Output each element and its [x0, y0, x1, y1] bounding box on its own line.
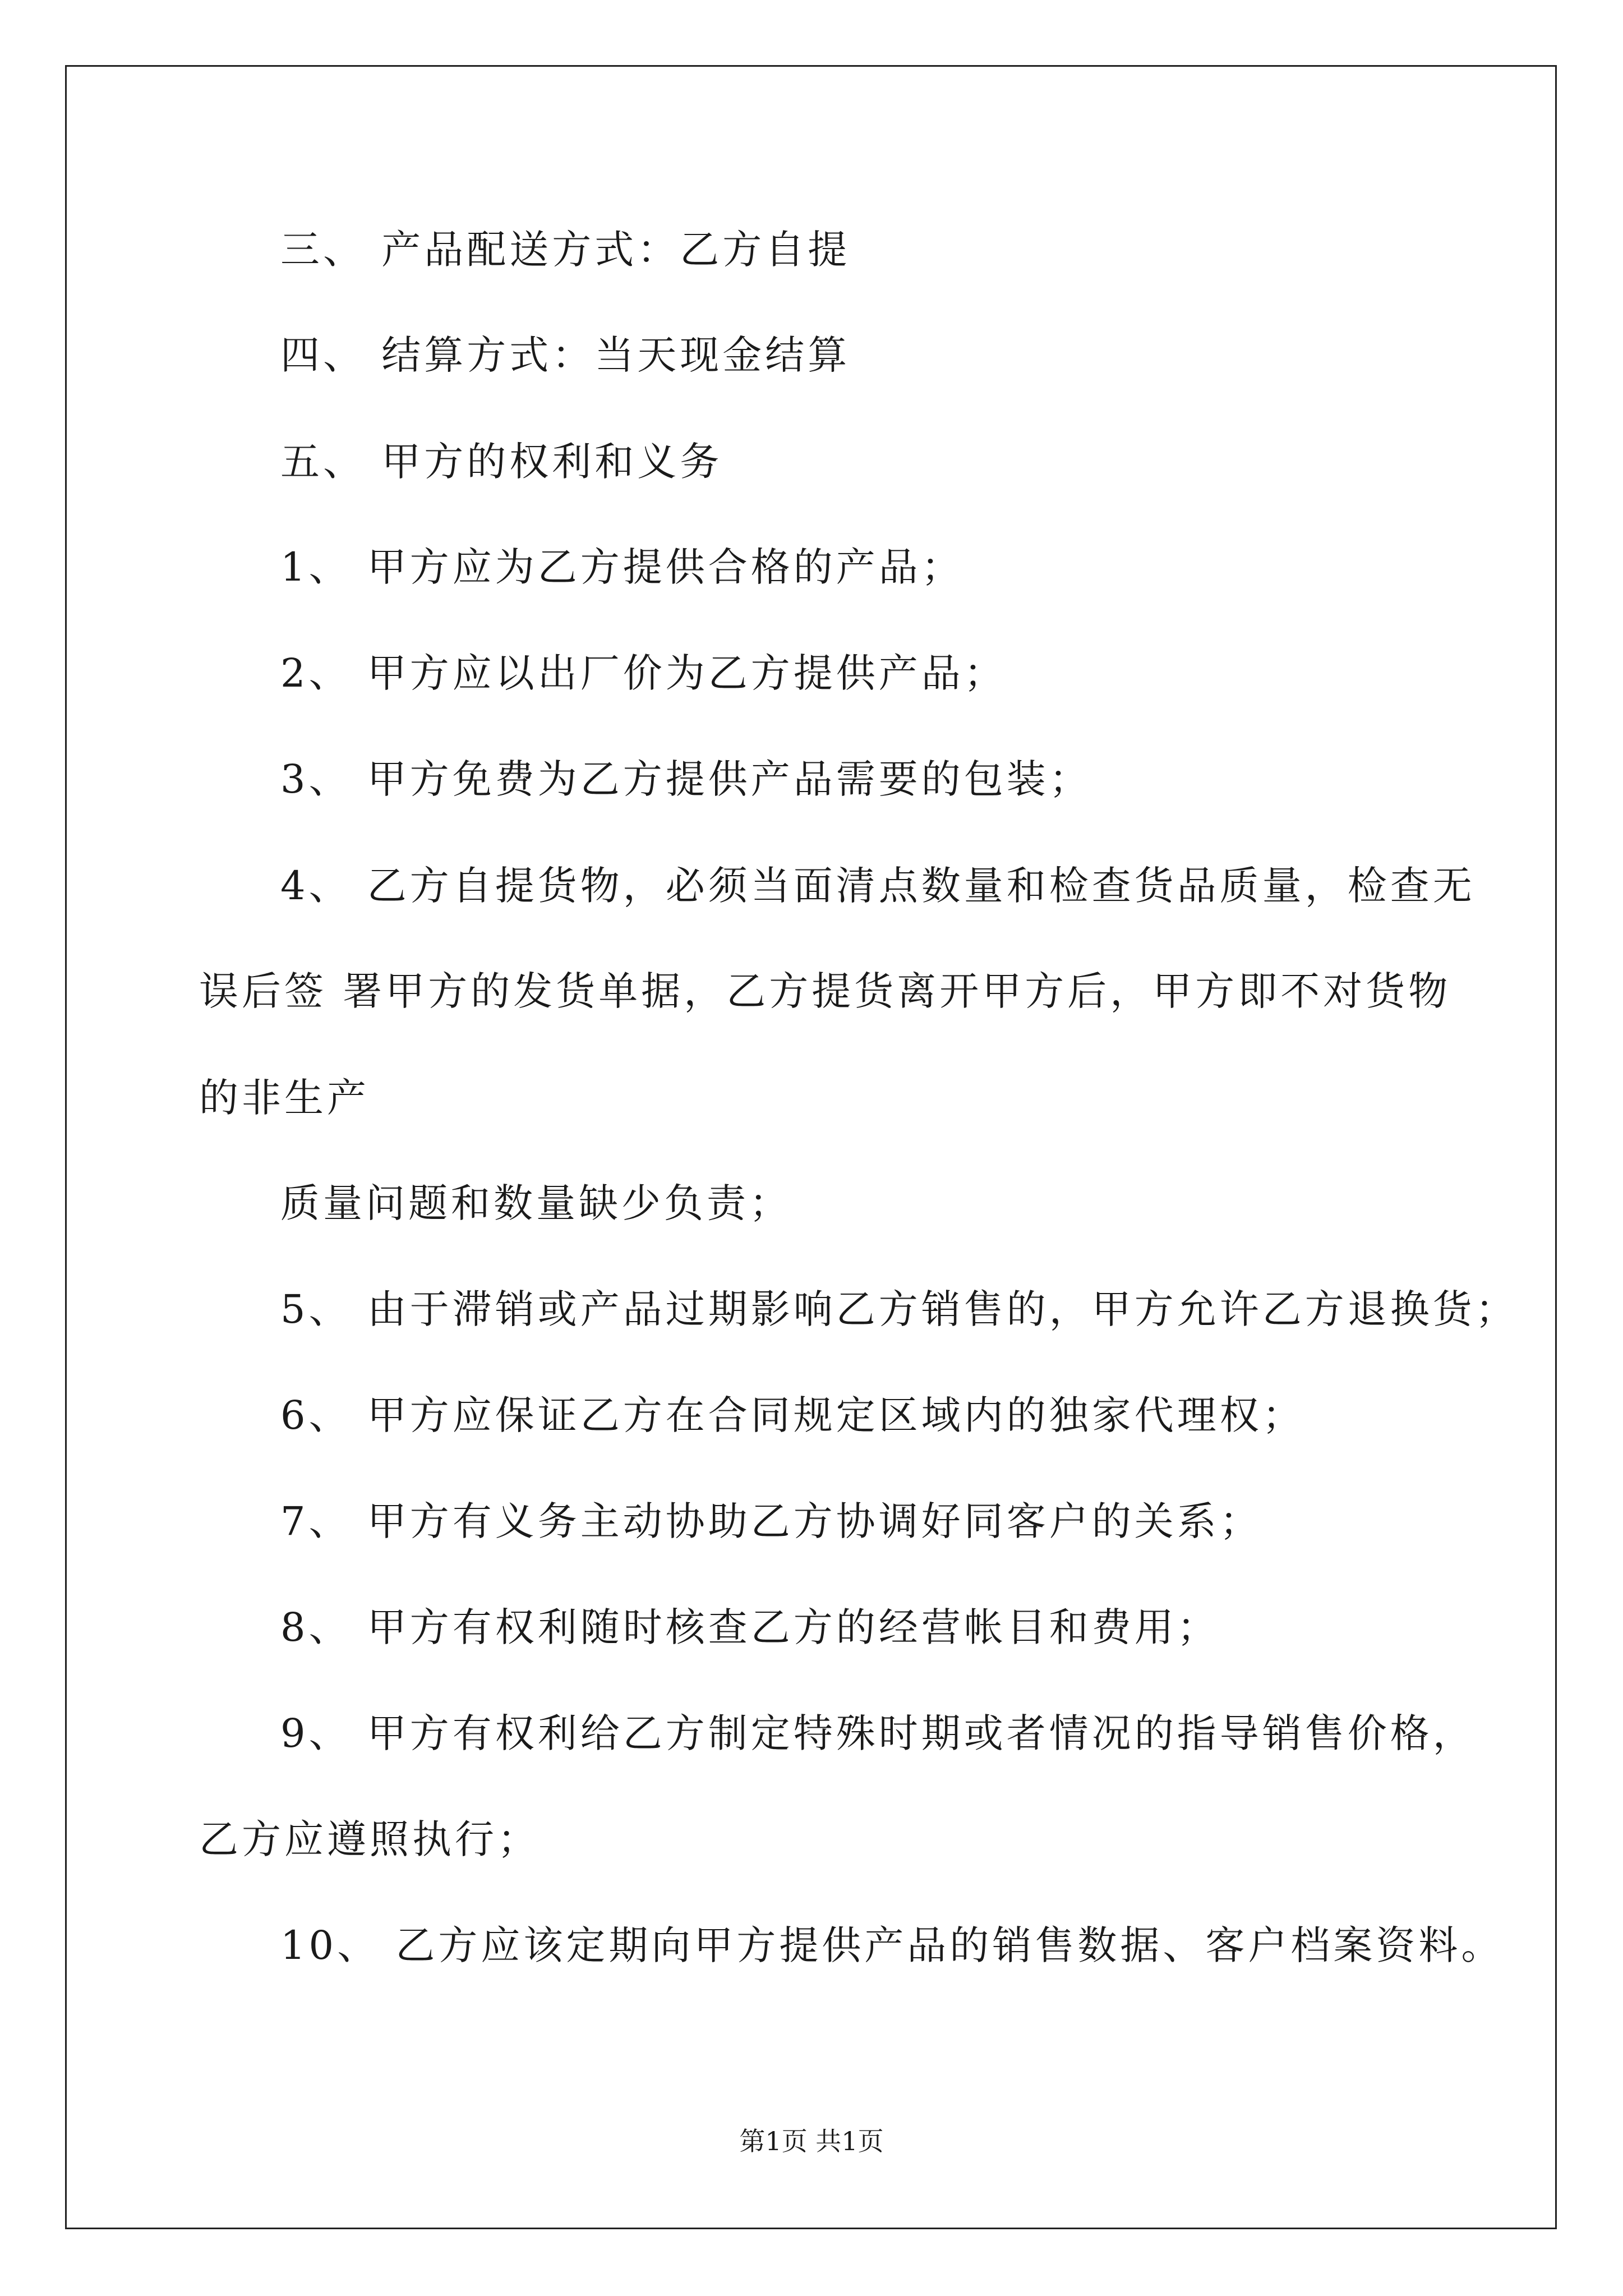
- item-5: 5、 由于滞销或产品过期影响乙方销售的，甲方允许乙方退换货；: [280, 1286, 1518, 1332]
- item-2: 2、 甲方应以出厂价为乙方提供产品；: [280, 650, 1007, 696]
- page-footer: 第1页 共1页: [739, 2126, 884, 2156]
- clause-five: 五、 甲方的权利和义务: [280, 439, 723, 485]
- clause-three: 三、 产品配送方式：乙方自提: [280, 227, 851, 273]
- item-4-line-1: 4、 乙方自提货物，必须当面清点数量和检查货品质量，检查无: [280, 863, 1476, 909]
- item-10: 10、 乙方应该定期向甲方提供产品的销售数据、客户档案资料。: [280, 1922, 1504, 1968]
- item-6: 6、 甲方应保证乙方在合同规定区域内的独家代理权；: [280, 1392, 1305, 1438]
- item-1: 1、 甲方应为乙方提供合格的产品；: [280, 544, 964, 590]
- item-9-line-2: 乙方应遵照执行；: [199, 1816, 540, 1862]
- item-3: 3、 甲方免费为乙方提供产品需要的包装；: [280, 756, 1092, 802]
- item-4-line-4: 质量问题和数量缺少负责；: [280, 1180, 792, 1226]
- item-4-line-2: 误后签 署甲方的发货单据，乙方提货离开甲方后，甲方即不对货物: [199, 968, 1451, 1014]
- clause-four: 四、 结算方式：当天现金结算: [280, 332, 851, 378]
- item-7: 7、 甲方有义务主动协助乙方协调好同客户的关系；: [280, 1498, 1262, 1544]
- item-4-line-3: 的非生产: [199, 1075, 370, 1121]
- item-8: 8、 甲方有权利随时核查乙方的经营帐目和费用；: [280, 1604, 1220, 1650]
- page-border: [65, 65, 1557, 2229]
- item-9-line-1: 9、 甲方有权利给乙方制定特殊时期或者情况的指导销售价格，: [280, 1710, 1476, 1756]
